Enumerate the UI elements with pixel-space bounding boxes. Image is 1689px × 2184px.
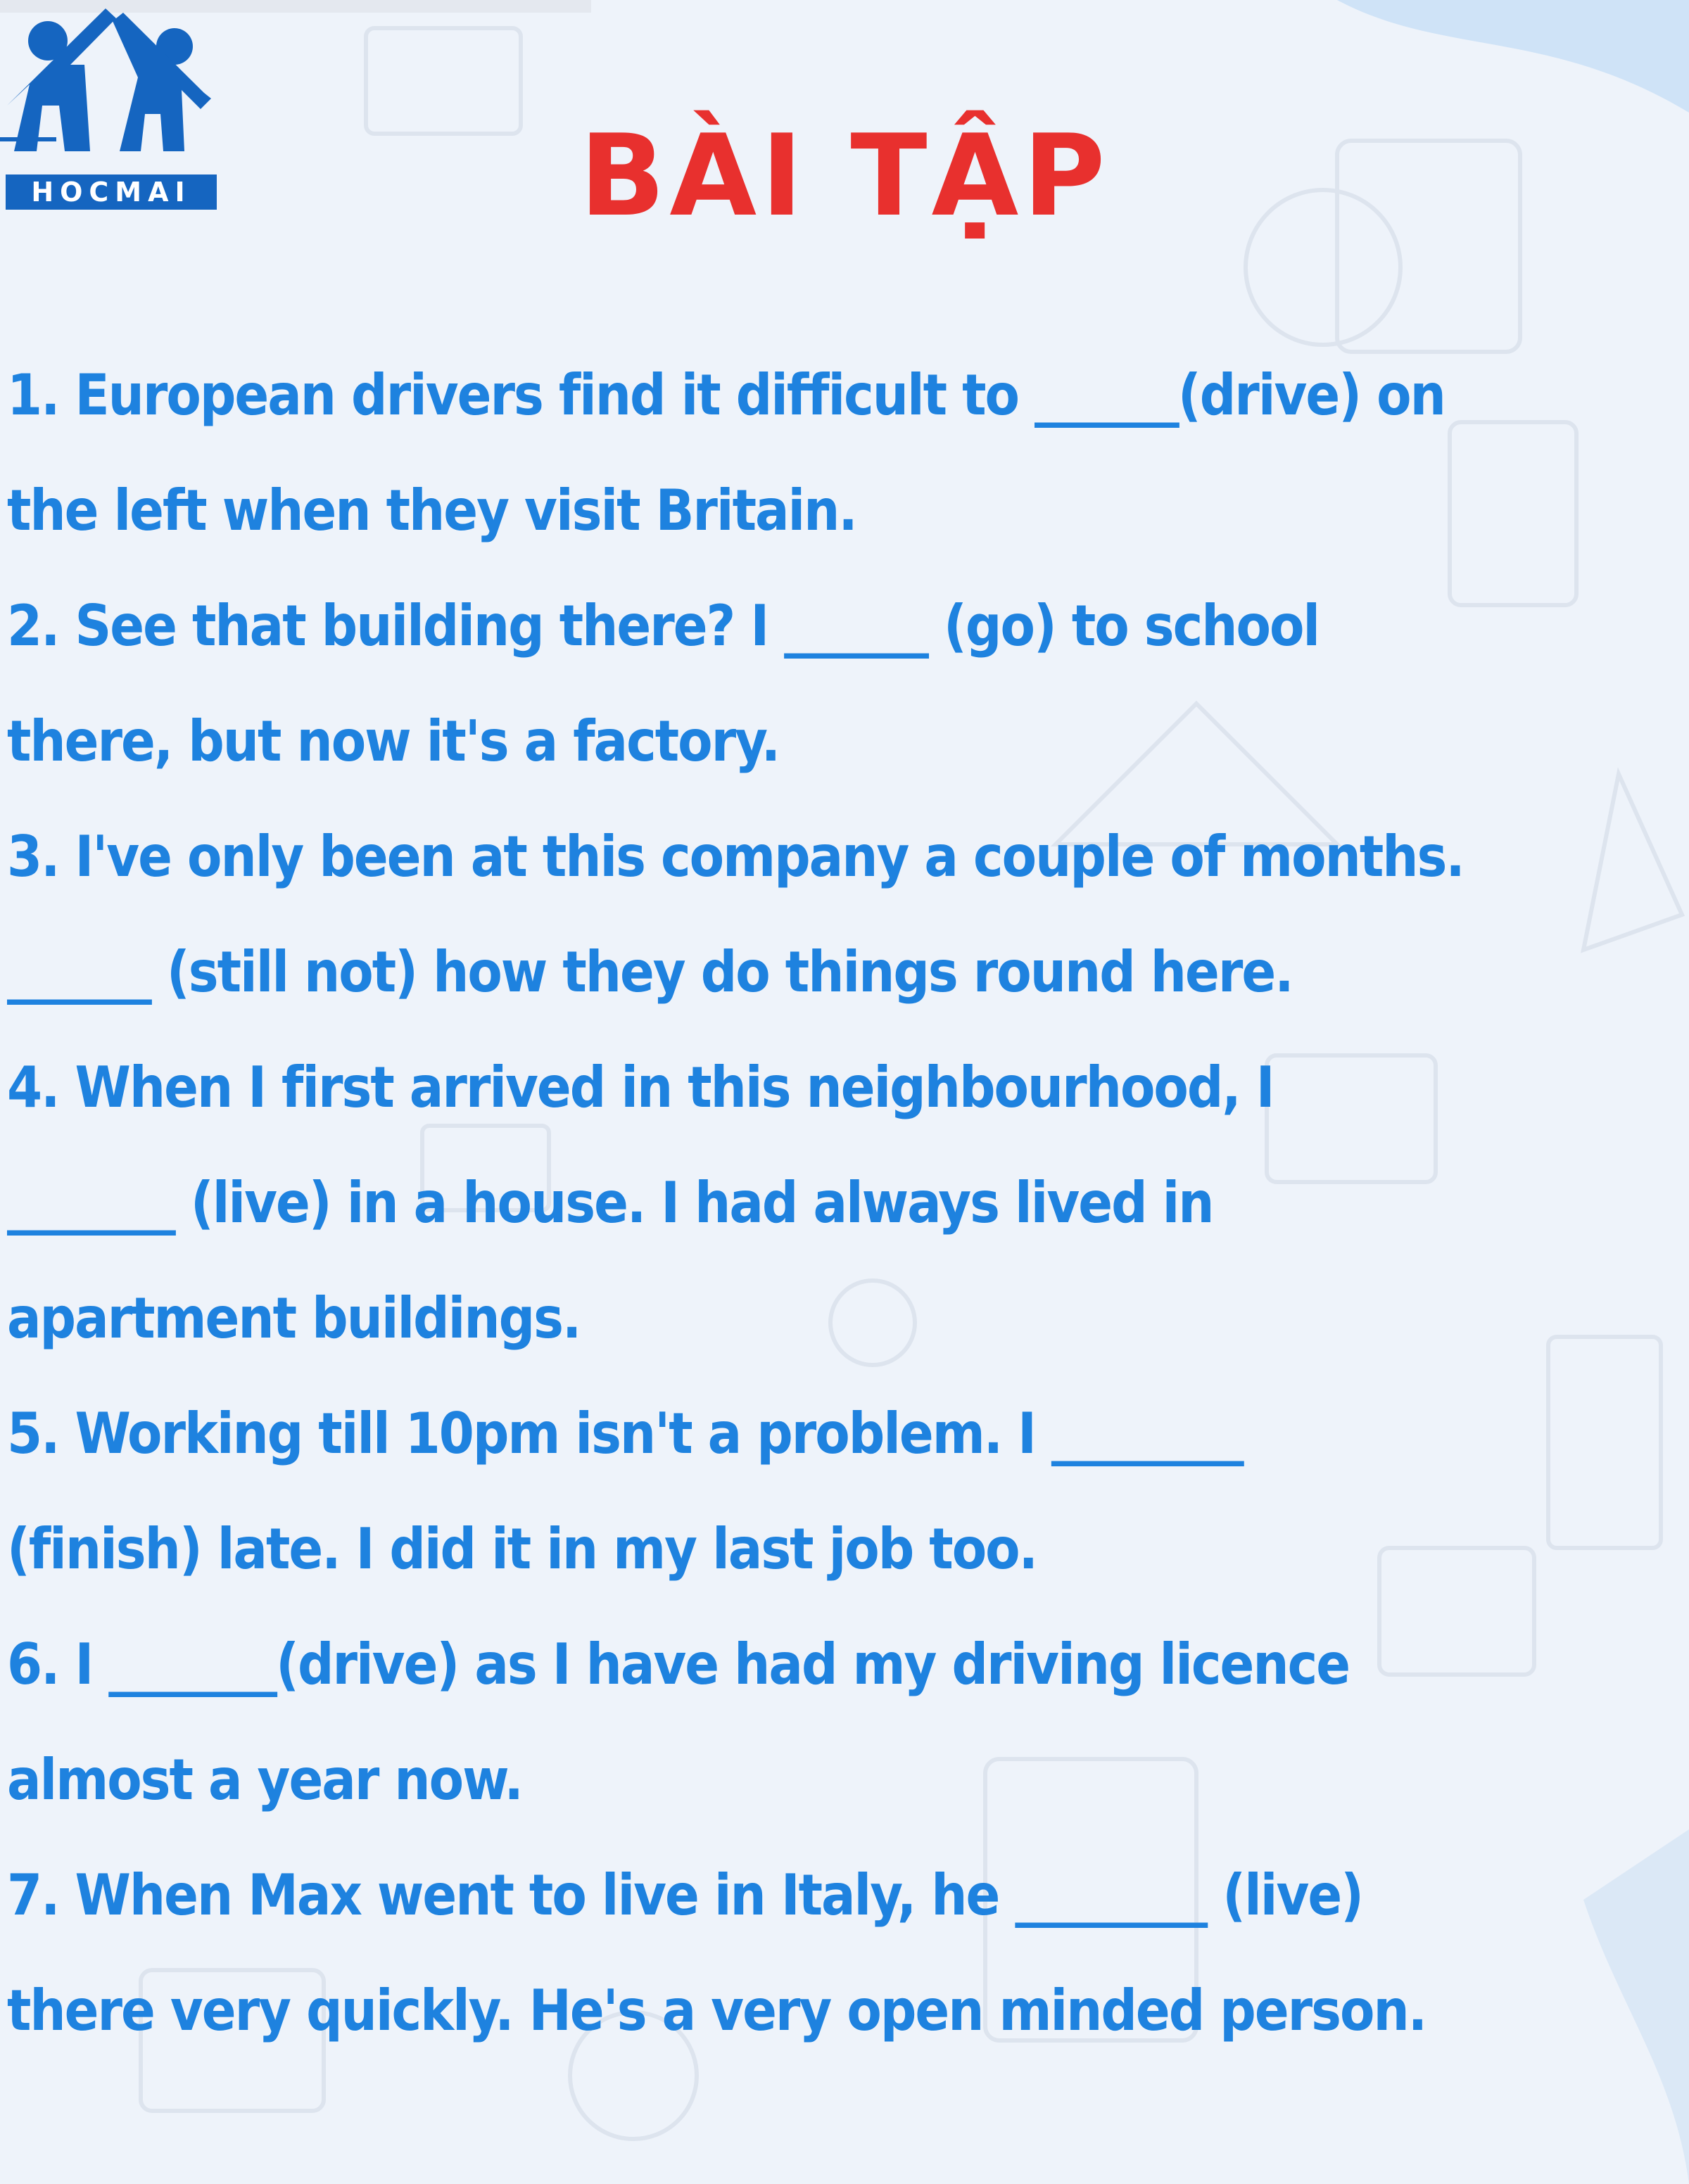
exercise-line: ______ (still not) how they do things round here. [7,939,1293,1005]
exercise-line: the left when they visit Britain. [7,478,856,543]
logo-label: HOCMAI [6,174,217,210]
exercise-line: 5. Working till 10pm isn't a problem. I ________ [7,1401,1243,1466]
exercise-line: there, but now it's a factory. [7,709,780,774]
exercise-line: there very quickly. He's a very open minded person. [7,1978,1427,2043]
exercise-line: (finish) late. I did it in my last job too. [7,1516,1037,1582]
exercise-line: apartment buildings. [7,1285,581,1351]
exercise-list [7,338,1682,2069]
exercise-line: almost a year now. [7,1747,522,1812]
exercise-line: 2. See that building there? I ______ (go) to school [7,593,1320,659]
exercise-line: 6. I _______(drive) as I have had my driving licence [7,1632,1350,1697]
exercise-line: 4. When I first arrived in this neighbourhood, I [7,1055,1274,1120]
page-title: BÀI TẬP [579,110,1110,241]
exercise-line: _______ (live) in a house. I had always lived in [7,1170,1213,1236]
exercise-line: 3. I've only been at this company a couple of months. [7,824,1464,889]
exercise-line: 1. European drivers find it difficult to ______(drive) on [7,362,1445,428]
exercise-line: 7. When Max went to live in Italy, he ________ (live) [7,1862,1363,1928]
